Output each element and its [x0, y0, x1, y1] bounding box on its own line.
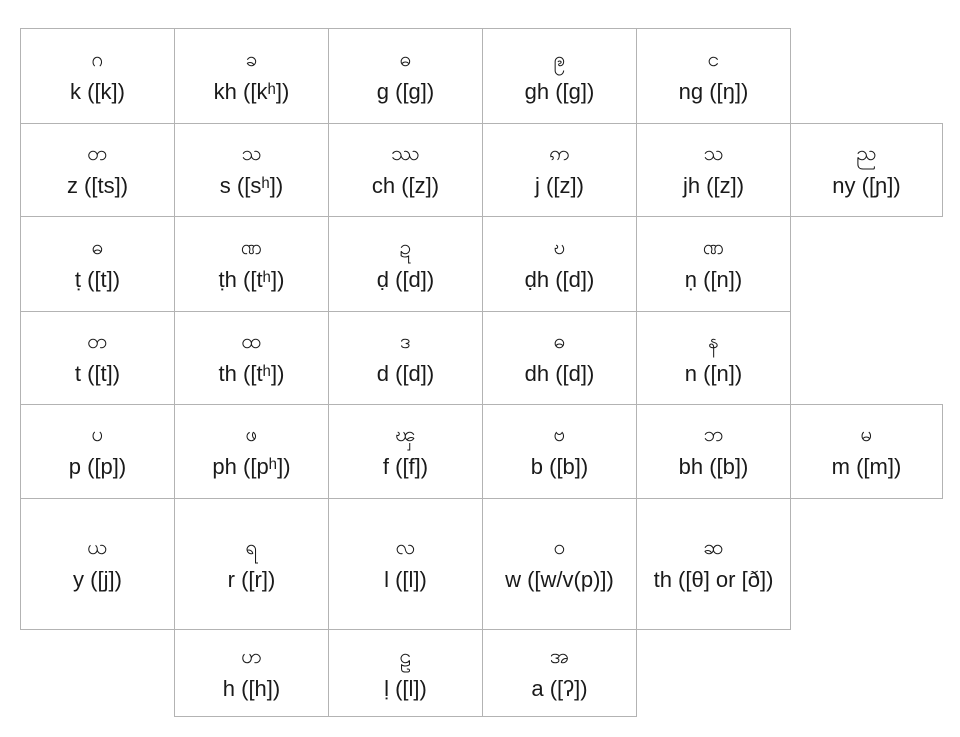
consonant-glyph: ဓ — [91, 234, 104, 259]
consonant-cell-bha — [636, 404, 791, 499]
consonant-glyph: ဖ — [245, 422, 258, 447]
consonant-glyph: အ — [549, 643, 570, 668]
consonant-glyph: ဎ — [553, 234, 566, 259]
consonant-glyph: ခ — [245, 46, 258, 71]
consonant-transliteration: h ([h]) — [222, 675, 281, 701]
consonant-cell-a — [482, 629, 637, 717]
consonant-cell-na — [636, 311, 791, 405]
consonant-cell-ya — [20, 498, 175, 630]
consonant-glyph: ရ — [245, 534, 258, 559]
consonant-transliteration: z ([ts]) — [66, 172, 129, 198]
consonant-transliteration: m ([m]) — [831, 454, 902, 480]
consonant-glyph: လ — [395, 534, 416, 559]
consonant-cell-ja — [482, 123, 637, 217]
consonant-glyph: န — [708, 328, 719, 353]
consonant-cell-tha — [174, 311, 329, 405]
consonant-transliteration: ṭ ([t]) — [74, 266, 121, 292]
consonant-transliteration: d ([d]) — [376, 360, 435, 386]
consonant-cell-nna — [636, 216, 791, 312]
consonant-transliteration: n ([n]) — [684, 360, 743, 386]
consonant-glyph: င — [707, 46, 720, 71]
consonant-glyph: ထ — [241, 328, 262, 353]
consonant-cell-za — [20, 123, 175, 217]
consonant-transliteration: g ([g]) — [376, 78, 435, 104]
consonant-transliteration: th ([θ] or [ð]) — [653, 566, 774, 592]
consonant-cell-kha — [174, 28, 329, 124]
consonant-transliteration: k ([k]) — [70, 78, 125, 104]
consonant-transliteration: dh ([d]) — [524, 360, 595, 386]
consonant-transliteration: p ([p]) — [68, 454, 127, 480]
consonant-transliteration: l ([l]) — [384, 566, 427, 592]
consonant-transliteration: ḷ ([l]) — [384, 675, 427, 701]
consonant-transliteration: a ([ʔ]) — [531, 675, 588, 701]
consonant-cell-nya — [790, 123, 943, 217]
consonant-glyph: ည — [856, 140, 877, 165]
consonant-transliteration: r ([r]) — [227, 566, 276, 592]
consonant-cell-pa — [20, 404, 175, 499]
consonant-cell-jha — [636, 123, 791, 217]
consonant-cell-da — [328, 311, 483, 405]
consonant-transliteration: kh ([kʰ]) — [213, 78, 290, 104]
consonant-glyph: ဓ — [553, 328, 566, 353]
consonant-glyph: သ — [241, 140, 262, 165]
consonant-cell-ddha — [482, 216, 637, 312]
consonant-glyph: ပ — [91, 422, 104, 447]
consonant-cell-ha — [174, 629, 329, 717]
consonant-cell-lla — [328, 629, 483, 717]
consonant-transliteration: y ([j]) — [73, 566, 122, 592]
consonant-transliteration: bh ([b]) — [678, 454, 749, 480]
consonant-transliteration: ṇ ([n]) — [684, 266, 743, 292]
consonant-cell-ra — [174, 498, 329, 630]
consonant-glyph: ဢ — [549, 140, 570, 165]
consonant-transliteration: ḍh ([d]) — [524, 266, 595, 292]
consonant-cell-nga — [636, 28, 791, 124]
consonant-cell-ta — [20, 311, 175, 405]
consonant-glyph: ဒ — [400, 328, 411, 353]
consonant-transliteration: ny ([ɲ]) — [832, 172, 901, 198]
consonant-transliteration: gh ([g]) — [524, 78, 595, 104]
consonant-transliteration: f ([f]) — [382, 454, 429, 480]
consonant-cell-gha — [482, 28, 637, 124]
consonant-glyph: ဏ — [702, 234, 725, 259]
consonant-glyph: ယ — [87, 534, 108, 559]
consonant-glyph: တ — [87, 328, 108, 353]
consonant-cell-pha — [174, 404, 329, 499]
consonant-glyph: ဘ — [703, 422, 724, 447]
consonant-transliteration: t ([t]) — [74, 360, 121, 386]
consonant-transliteration: ng ([ŋ]) — [678, 78, 749, 104]
consonant-cell-ka — [20, 28, 175, 124]
consonant-cell-ba — [482, 404, 637, 499]
consonant-transliteration: ṭh ([tʰ]) — [218, 266, 285, 292]
consonant-glyph: ဠ — [399, 643, 412, 668]
consonant-glyph: ဂ — [91, 46, 104, 71]
consonant-cell-dha — [482, 311, 637, 405]
consonant-transliteration: ph ([pʰ]) — [212, 454, 291, 480]
consonant-glyph: ဿ — [391, 140, 420, 165]
consonant-transliteration: ḍ ([d]) — [376, 266, 435, 292]
consonant-glyph: တ — [87, 140, 108, 165]
consonant-cell-ma — [790, 404, 943, 499]
consonant-transliteration: th ([tʰ]) — [218, 360, 285, 386]
consonant-cell-ttha — [174, 216, 329, 312]
consonant-cell-tta — [20, 216, 175, 312]
consonant-transliteration: j ([z]) — [535, 172, 584, 198]
consonant-transliteration: b ([b]) — [530, 454, 589, 480]
consonant-transliteration: s ([sʰ]) — [219, 172, 284, 198]
consonant-cell-la — [328, 498, 483, 630]
consonant-glyph: ဆ — [703, 534, 724, 559]
consonant-cell-tha-dental — [636, 498, 791, 630]
consonant-cell-ga — [328, 28, 483, 124]
consonant-glyph: ဨ — [553, 46, 566, 71]
consonant-glyph: ဓ — [399, 46, 412, 71]
consonant-glyph: ဗ — [553, 422, 566, 447]
consonant-glyph: ဍ — [399, 234, 412, 259]
consonant-glyph: ဟ — [241, 643, 262, 668]
consonant-transliteration: jh ([z]) — [682, 172, 745, 198]
consonant-transliteration: w ([w/v(p)]) — [505, 566, 614, 592]
consonant-transliteration: ch ([z]) — [371, 172, 440, 198]
consonant-cell-cha — [328, 123, 483, 217]
consonant-glyph: ဝ — [553, 534, 566, 559]
consonant-cell-wa — [482, 498, 637, 630]
consonant-cell-sa — [174, 123, 329, 217]
consonant-glyph: ၾ — [395, 422, 416, 447]
consonant-glyph: မ — [860, 422, 873, 447]
consonant-glyph: သ — [703, 140, 724, 165]
consonant-cell-dda — [328, 216, 483, 312]
consonant-glyph: ဏ — [240, 234, 263, 259]
consonant-cell-fa — [328, 404, 483, 499]
